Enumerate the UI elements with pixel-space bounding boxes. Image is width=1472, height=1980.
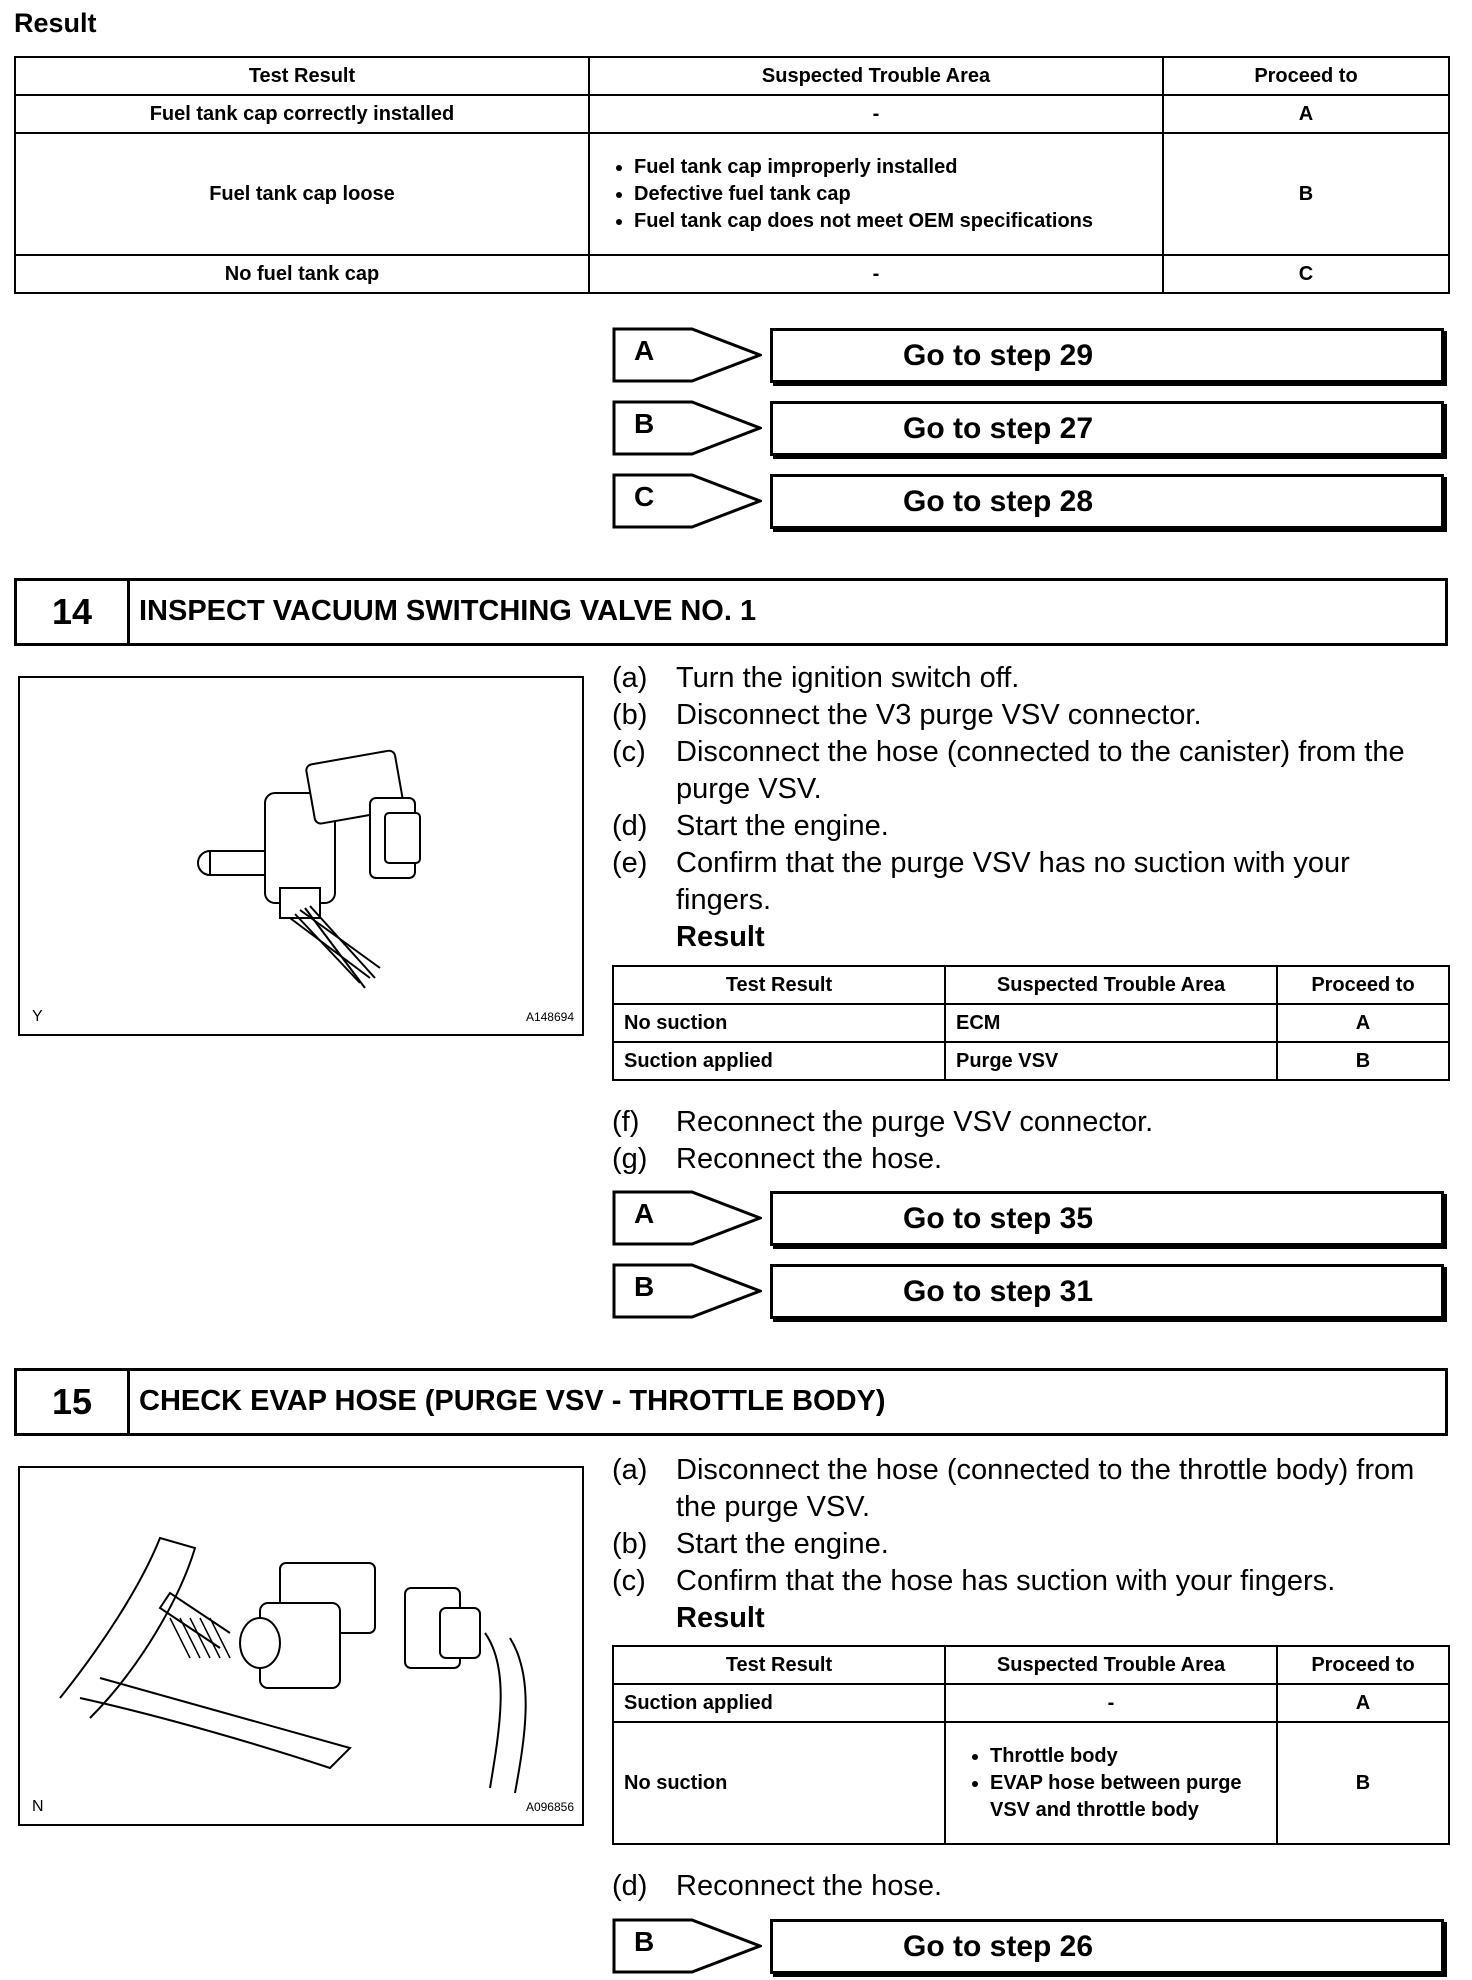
instruction-text: Disconnect the V3 purge VSV connector. <box>676 699 1202 731</box>
proceed-cell: A <box>1163 95 1449 133</box>
instruction-text: Start the engine. <box>676 1528 889 1560</box>
trouble-area-cell: - <box>589 95 1163 133</box>
instruction-item <box>612 1563 1452 1600</box>
col-header-test-result: Test Result <box>613 1646 945 1684</box>
step-15-post-instructions <box>612 1868 1452 1905</box>
figure-tag: N <box>32 1798 44 1815</box>
vsv-illustration-figure <box>18 676 584 1036</box>
instruction-item <box>612 1526 1452 1563</box>
instruction-text: Confirm that the purge VSV has no suction with your fingers. <box>676 847 1350 916</box>
step-number: 15 <box>17 1371 130 1433</box>
instruction-item <box>612 697 1452 734</box>
proceed-cell: B <box>1277 1722 1449 1844</box>
instruction-label: (b) <box>612 1528 648 1560</box>
trouble-area-cell: - <box>589 255 1163 293</box>
trouble-area-cell: Purge VSV <box>945 1042 1277 1080</box>
proceed-cell: A <box>1277 1684 1449 1722</box>
step-14-instructions <box>612 660 1452 956</box>
result-table-1 <box>14 56 1450 294</box>
figure-code: A148694 <box>525 1010 574 1024</box>
trouble-area-cell: ECM <box>945 1004 1277 1042</box>
instruction-label: (g) <box>612 1143 648 1175</box>
goto-letter-label: B <box>634 408 655 439</box>
goto-letter-a <box>612 327 762 383</box>
instruction-item <box>612 808 1452 845</box>
step-15-instructions <box>612 1452 1452 1637</box>
col-header-test-result: Test Result <box>613 966 945 1004</box>
instruction-label: (c) <box>612 1565 646 1597</box>
instruction-text: Start the engine. <box>676 810 889 842</box>
col-header-test-result: Test Result <box>15 57 589 95</box>
step-title: INSPECT VACUUM SWITCHING VALVE NO. 1 <box>139 595 757 627</box>
trouble-area-cell <box>945 1722 1277 1844</box>
step-14-post-instructions <box>612 1104 1452 1178</box>
list-item: • Throttle body <box>990 1743 1266 1770</box>
figure-code: A096856 <box>525 1800 574 1814</box>
test-result-cell: No suction <box>613 1004 945 1042</box>
instruction-text: Disconnect the hose (connected to the throttle body) from the purge VSV. <box>676 1454 1415 1523</box>
table-row <box>613 1684 1449 1722</box>
result-label: Result <box>676 1602 765 1634</box>
col-header-proceed: Proceed to <box>1277 1646 1449 1684</box>
goto-step-35-button[interactable] <box>770 1191 1444 1246</box>
goto-label: Go to step 35 <box>903 1202 1094 1235</box>
instruction-label: (e) <box>612 847 648 879</box>
instruction-label: (d) <box>612 1870 648 1902</box>
proceed-cell: B <box>1163 133 1449 255</box>
evap-hose-drawing <box>20 1468 582 1824</box>
table-row <box>613 1004 1449 1042</box>
col-header-proceed: Proceed to <box>1163 57 1449 95</box>
test-result-cell: Fuel tank cap loose <box>15 133 589 255</box>
instruction-label: (a) <box>612 662 648 694</box>
goto-letter-label: B <box>634 1271 655 1302</box>
instruction-item <box>612 1141 1452 1178</box>
vsv-drawing <box>20 678 582 1034</box>
instruction-text: Confirm that the hose has suction with your fingers. <box>676 1565 1336 1597</box>
goto-letter-b <box>612 1263 762 1319</box>
instruction-text: Disconnect the hose (connected to the canister) from the purge VSV. <box>676 736 1405 805</box>
goto-letter-label: B <box>634 1926 655 1957</box>
instruction-item <box>612 660 1452 697</box>
goto-letter-a <box>612 1190 762 1246</box>
test-result-cell: Suction applied <box>613 1042 945 1080</box>
trouble-area-cell <box>589 133 1163 255</box>
result-table-15 <box>612 1645 1450 1845</box>
evap-hose-illustration-figure <box>18 1466 584 1826</box>
trouble-area-cell: - <box>945 1684 1277 1722</box>
list-item: • Fuel tank cap does not meet OEM specifications <box>634 208 1152 235</box>
result-heading: Result <box>14 8 97 38</box>
instruction-label: (f) <box>612 1106 640 1138</box>
step-number: 14 <box>17 581 130 643</box>
goto-letter-label: A <box>634 335 655 366</box>
result-table-14 <box>612 965 1450 1081</box>
goto-label: Go to step 27 <box>903 412 1094 445</box>
list-item: • Defective fuel tank cap <box>634 181 1152 208</box>
proceed-cell: A <box>1277 1004 1449 1042</box>
goto-letter-label: A <box>634 1198 655 1229</box>
goto-letter-c <box>612 473 762 529</box>
goto-step-27-button[interactable] <box>770 401 1444 456</box>
goto-step-28-button[interactable] <box>770 474 1444 529</box>
instruction-text: Reconnect the hose. <box>676 1870 943 1902</box>
goto-letter-label: C <box>634 481 655 512</box>
test-result-cell: No fuel tank cap <box>15 255 589 293</box>
goto-label: Go to step 29 <box>903 339 1094 372</box>
instruction-text: Reconnect the hose. <box>676 1143 943 1175</box>
instruction-item <box>612 845 1452 919</box>
instruction-item <box>612 734 1452 808</box>
instruction-label: (b) <box>612 699 648 731</box>
list-item: • Fuel tank cap improperly installed <box>634 154 1152 181</box>
list-item: • EVAP hose between purge VSV and throttle body <box>990 1770 1266 1824</box>
goto-letter-b <box>612 400 762 456</box>
result-label: Result <box>676 921 765 953</box>
instruction-label: (c) <box>612 736 646 768</box>
step-14-header <box>14 578 1448 646</box>
proceed-cell: B <box>1277 1042 1449 1080</box>
instruction-item <box>612 1868 1452 1905</box>
col-header-trouble-area: Suspected Trouble Area <box>945 1646 1277 1684</box>
goto-letter-b <box>612 1918 762 1974</box>
test-result-cell: Suction applied <box>613 1684 945 1722</box>
instruction-text: Turn the ignition switch off. <box>676 662 1020 694</box>
instruction-text: Reconnect the purge VSV connector. <box>676 1106 1154 1138</box>
goto-label: Go to step 26 <box>903 1930 1094 1963</box>
instruction-label: (a) <box>612 1454 648 1486</box>
table-row <box>613 1722 1449 1844</box>
figure-tag: Y <box>32 1008 43 1025</box>
goto-step-31-button[interactable] <box>770 1264 1444 1319</box>
table-row <box>15 95 1449 133</box>
step-title: CHECK EVAP HOSE (PURGE VSV - THROTTLE BODY) <box>139 1385 886 1417</box>
proceed-cell: C <box>1163 255 1449 293</box>
table-row <box>15 255 1449 293</box>
col-header-trouble-area: Suspected Trouble Area <box>945 966 1277 1004</box>
test-result-cell: Fuel tank cap correctly installed <box>15 95 589 133</box>
table-row <box>15 133 1449 255</box>
goto-label: Go to step 31 <box>903 1275 1094 1308</box>
instruction-label: (d) <box>612 810 648 842</box>
col-header-trouble-area: Suspected Trouble Area <box>589 57 1163 95</box>
table-row <box>613 1042 1449 1080</box>
instruction-item <box>612 1452 1452 1526</box>
test-result-cell: No suction <box>613 1722 945 1844</box>
goto-step-29-button[interactable] <box>770 328 1444 383</box>
step-15-header <box>14 1368 1448 1436</box>
goto-step-26-button[interactable] <box>770 1919 1444 1974</box>
col-header-proceed: Proceed to <box>1277 966 1449 1004</box>
goto-label: Go to step 28 <box>903 485 1094 518</box>
instruction-item <box>612 1104 1452 1141</box>
